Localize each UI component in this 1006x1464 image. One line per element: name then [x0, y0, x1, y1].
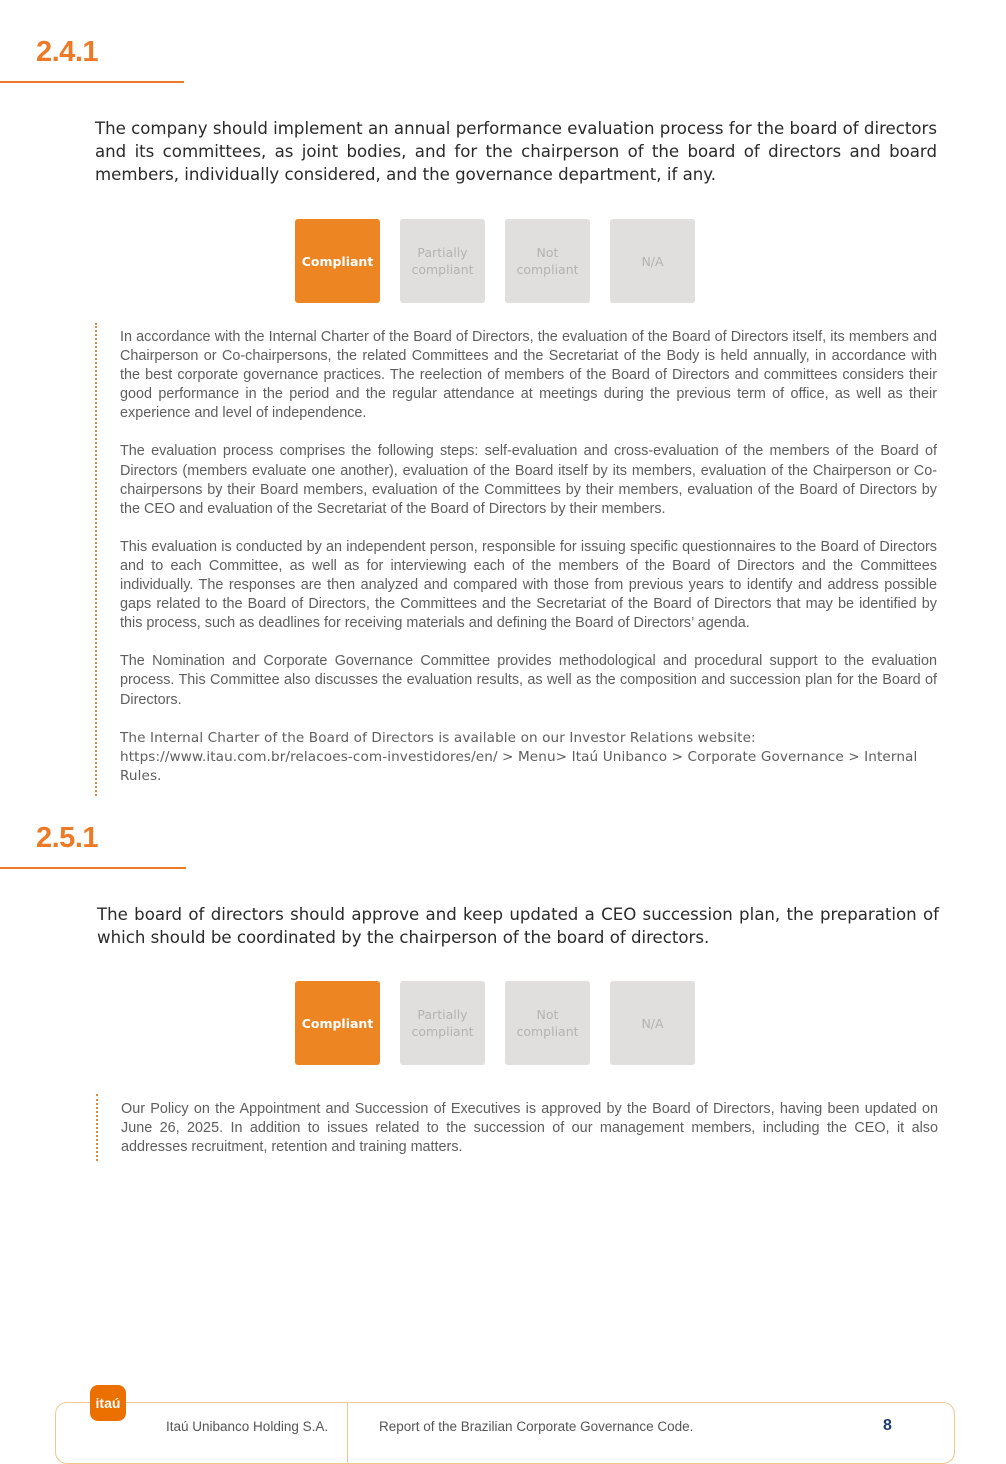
option-compliant: Compliant — [295, 219, 380, 303]
option-na: N/A — [610, 981, 695, 1065]
explanation-paragraph: The Nomination and Corporate Governance Committee provides methodological and procedural support to the evaluation process. This Committee also discusses the evaluation results, as well as the composition and succession plan for the Board of Directors. — [120, 653, 937, 708]
recommendation-text: The company should implement an annual performance evaluation process for the board of directors and its committees, as joint bodies, and for the chairperson of the board of directors and board members, individually considered, and the governance department, if any. — [95, 119, 937, 184]
compliance-options — [295, 219, 695, 303]
itau-logo: itaú — [90, 1385, 126, 1421]
recommendation-text: The board of directors should approve and keep updated a CEO succession plan, the preparation of which should be coordinated by the chairperson of the board of directors. — [97, 905, 939, 947]
compliance-options — [295, 981, 695, 1065]
option-na: N/A — [610, 219, 695, 303]
explanation-paragraph: In accordance with the Internal Charter of the Board of Directors, the evaluation of the Board of Directors itself, its members and Chairperson or Co-chairpersons, the related Committees and the Secretariat of the Body is held annually, in accordance with the best corporate governance practices. The reelection of members of the Board of Directors and committees considers their good performance in the period and the regular attendance at meetings during the previous term of office, as well as their experience and level of independence. — [120, 329, 937, 422]
footer-report-title: Report of the Brazilian Corporate Governance Code. — [379, 1419, 694, 1434]
option-partially-compliant: Partially compliant — [400, 219, 485, 303]
option-partially-compliant: Partially compliant — [400, 981, 485, 1065]
section-number: 2.4.1 — [36, 36, 98, 68]
option-not-compliant: Not compliant — [505, 219, 590, 303]
section-rule — [0, 81, 184, 83]
explanation-paragraph: This evaluation is conducted by an independent person, responsible for issuing specific questionnaires to the Board of Directors and to each Committee, as well as for interviewing each of the members of the Board of Directors and the Committees individually. The responses are then analyzed and compared with those from previous years to identify and address possible gaps related to the Board of Directors, the Committees and the Secretariat of the Board of Directors that may be identified by this process, such as deadlines for receiving materials and defining the Board of Directors’ agenda. — [120, 538, 937, 632]
footer-company: Itaú Unibanco Holding S.A. — [166, 1419, 329, 1434]
section-rule — [0, 867, 186, 869]
explanation-paragraph: The evaluation process comprises the following steps: self-evaluation and cross-evaluation of the members of the Board of Directors (members evaluate one another), evaluation of the Board itself by its members, evaluation of the Chairperson or Co-chairpersons by their Board members, evaluation of the Committees by their members, evaluation of the Board of Directors by the CEO and evaluation of the Secretariat of the Board of Directors by their members. — [120, 443, 937, 517]
option-compliant: Compliant — [295, 981, 380, 1065]
explanation-box — [95, 323, 937, 796]
page-number: 8 — [883, 1417, 892, 1434]
investor-relations-link[interactable]: https://www.itau.com.br/relacoes-com-investidores/en/ > Menu> Itaú Unibanco > Corporate Governance > Internal Rules. — [120, 748, 918, 784]
explanation-box — [96, 1094, 938, 1161]
option-not-compliant: Not compliant — [505, 981, 590, 1065]
footer-divider — [347, 1403, 348, 1463]
link-intro: The Internal Charter of the Board of Directors is available on our Investor Relations website: — [120, 729, 756, 746]
explanation-paragraph: Our Policy on the Appointment and Succession of Executives is approved by the Board of Directors, having been updated on June 26, 2025. In addition to issues related to the succession of our management members, including the CEO, it also addresses recruitment, retention and training matters. — [121, 1101, 938, 1156]
section-number: 2.5.1 — [36, 822, 98, 854]
